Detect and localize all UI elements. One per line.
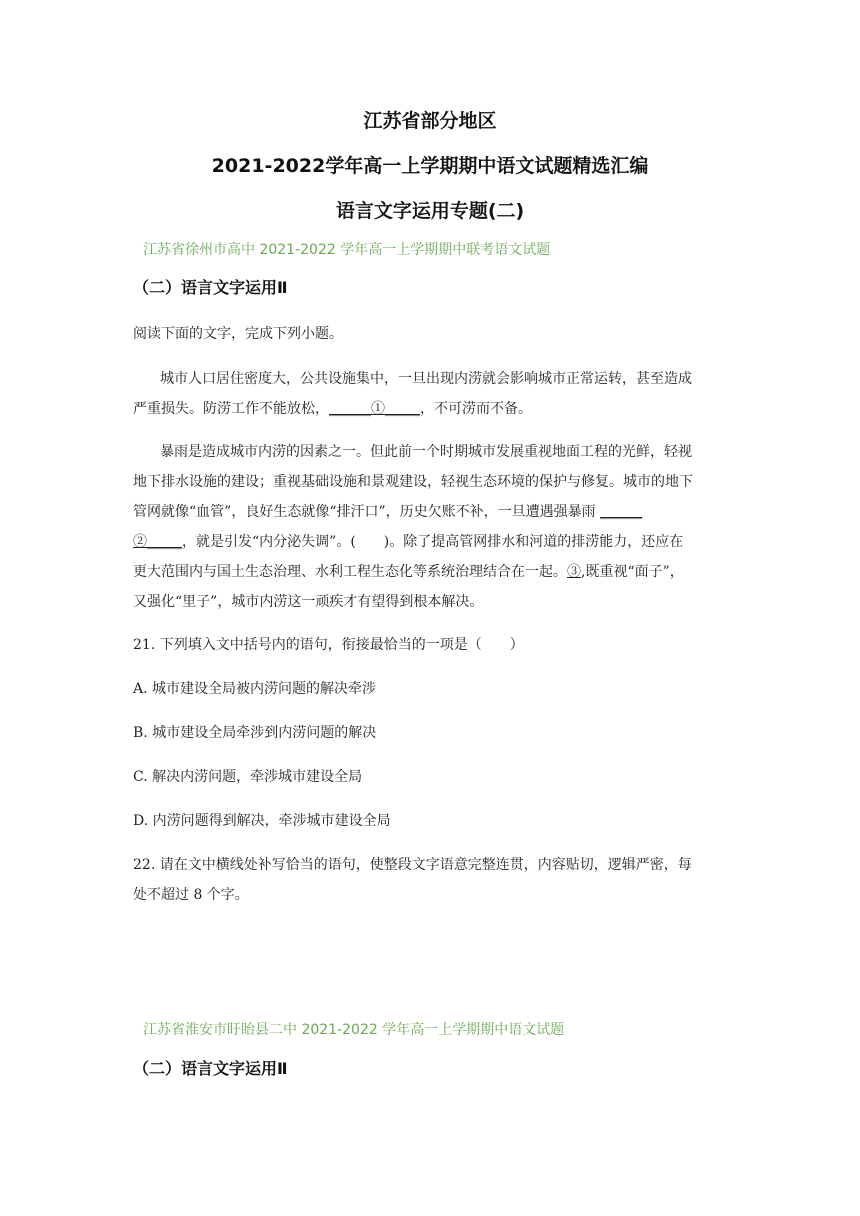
blank-2-start: ______: [600, 504, 643, 520]
section2-source: 江苏省淮安市盱眙县二中 2021-2022 学年高一上学期期中语文试题: [143, 1022, 565, 1038]
blank-1: ______①_____: [329, 401, 420, 417]
option-a: A. 城市建设全局被内涝问题的解决牵涉: [133, 681, 377, 697]
question-21: 21. 下列填入文中括号内的语句，衔接最恰当的一项是（ ）: [133, 637, 524, 653]
paragraph2-line1: 暴雨是造成城市内涝的因素之一。但此前一个时期城市发展重视地面工程的光鲜，轻视: [160, 444, 692, 460]
section1-source: 江苏省徐州市高中 2021-2022 学年高一上学期期中联考语文试题: [143, 242, 551, 258]
paragraph2-line2: 地下排水设施的建设；重视基础设施和景观建设，轻视生态环境的保护与修复。城市的地下: [133, 474, 693, 490]
paragraph1-line2-end: ，不可涝而不备。: [420, 401, 532, 417]
option-c: C. 解决内涝问题，牵涉城市建设全局: [133, 769, 363, 785]
blank-3: ③: [567, 564, 581, 580]
paragraph2-line3-text: 管网就像“血管”，良好生态就像“排汗口”，历史欠账不补，一旦遭遇强暴雨: [133, 504, 596, 520]
blank-2-end: ②_____: [133, 534, 182, 550]
section2-heading: （二）语言文字运用Ⅱ: [133, 1059, 288, 1078]
paragraph2-line4-text: ，就是引发“内分泌失调”。( )。除了提高管网排水和河道的排涝能力，还应在: [182, 534, 684, 550]
document-title-line3: 语言文字运用专题(二): [335, 200, 525, 222]
instruction: 阅读下面的文字，完成下列小题。: [133, 326, 343, 342]
option-d: D. 内涝问题得到解决，牵涉城市建设全局: [133, 813, 391, 829]
paragraph2-line3: [133, 501, 642, 521]
paragraph2-line6: 又强化“里子”，城市内涝这一顽疾才有望得到根本解决。: [133, 594, 484, 610]
paragraph2-line5-end: ,既重视“面子”，: [581, 564, 684, 580]
document-title-line2: 2021-2022学年高一上学期期中语文试题精选汇编: [211, 155, 649, 177]
paragraph1-line2: [133, 398, 532, 418]
document-title-line1: 江苏省部分地区: [363, 110, 497, 132]
paragraph2-line4: [133, 531, 683, 551]
option-b: B. 城市建设全局牵涉到内涝问题的解决: [133, 725, 377, 741]
section1-heading: （二）语言文字运用Ⅱ: [133, 278, 288, 297]
paragraph2-line5-text: 更大范围内与国土生态治理、水利工程生态化等系统治理结合在一起。: [133, 564, 567, 580]
paragraph2-line5: [133, 561, 684, 581]
paragraph1-line1: 城市人口居住密度大，公共设施集中，一旦出现内涝就会影响城市正常运转，甚至造成: [160, 371, 692, 387]
question-22-line2: 处不超过 8 个字。: [133, 887, 249, 903]
question-22-line1: 22. 请在文中横线处补写恰当的语句，使整段文字语意完整连贯，内容贴切，逻辑严密，每: [133, 857, 692, 873]
paragraph1-line2-start: 严重损失。防涝工作不能放松，: [133, 401, 329, 417]
